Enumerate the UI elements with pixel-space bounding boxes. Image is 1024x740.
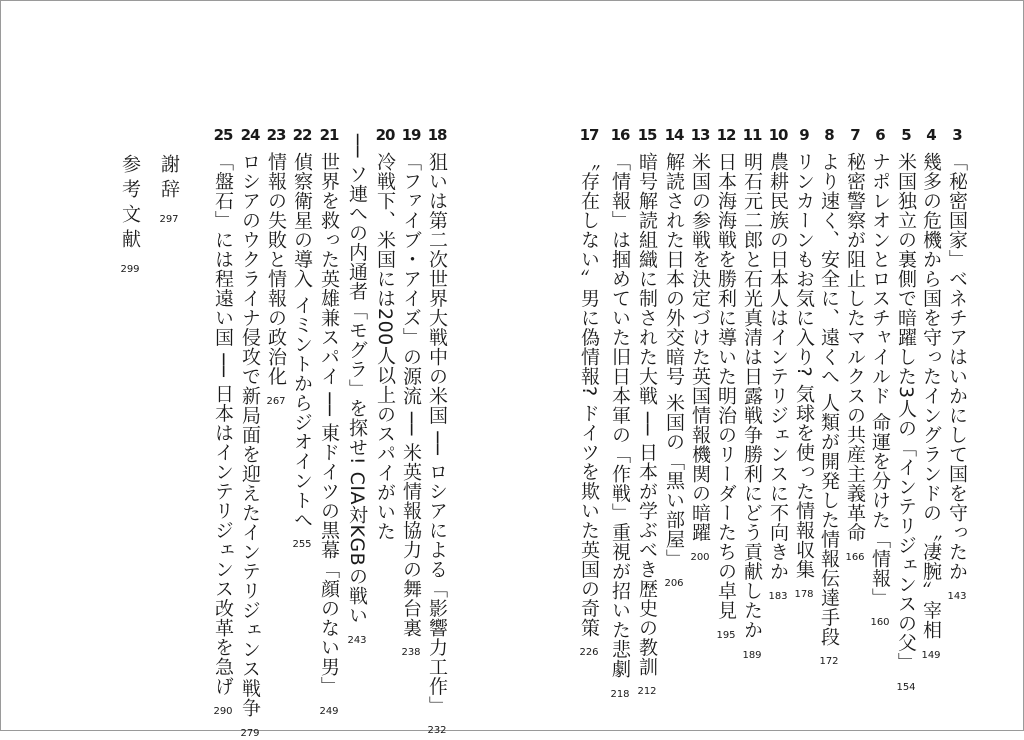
chapter-number: 13	[690, 126, 710, 144]
chapter-number: 23	[266, 126, 286, 144]
page-number: 166	[845, 552, 865, 563]
chapter-number: 4	[926, 126, 936, 144]
chapter-title: ── ソ連への内通者「モグラ」を探せ! CIA対KGBの戦い	[346, 134, 368, 625]
toc-entry-4	[918, 126, 944, 662]
page-number: 238	[401, 647, 421, 659]
chapter-number: 12	[716, 126, 736, 144]
chapter-title: 狙いは第二次世界大戦中の米国 ── ロシアによる「影響力工作」	[426, 152, 448, 716]
chapter-title: 幾多の危機から国を守ったイングランドの〝凄腕〟宰相	[920, 152, 942, 640]
page-number: 290	[213, 705, 233, 717]
page-number: 183	[768, 591, 788, 602]
chapter-number: 3	[952, 126, 962, 144]
toc-entry-16	[607, 126, 633, 701]
page-number: 255	[292, 539, 312, 551]
chapter-number: 7	[850, 126, 860, 144]
chapter-number: 15	[637, 126, 657, 144]
chapter-title: 明石元二郎と石光真清は日露戦争勝利にどう貢献したか	[741, 152, 763, 640]
chapter-number: 22	[292, 126, 312, 144]
page-number: 297	[159, 214, 179, 225]
references-title: 参考文献	[119, 154, 141, 254]
page-number: 189	[742, 649, 762, 661]
page-number: 143	[947, 591, 967, 602]
page-number: 195	[716, 630, 736, 641]
page-number: 206	[664, 578, 684, 590]
chapter-title: 世界を救った英雄兼スパイ ── 東ドイツの黒幕「顔のない男」	[318, 152, 340, 696]
toc-entry-9	[791, 126, 817, 601]
chapter-number: 24	[240, 126, 260, 144]
page-number: 172	[819, 656, 839, 668]
chapter-title: 「盤石」には程遠い国 ── 日本はインテリジェンス改革を急げ	[212, 152, 234, 696]
chapter-title: 「ファイブ・アイズ」の源流 ── 米英情報協力の舞台裏	[400, 152, 422, 638]
chapter-title: 暗号解読組織に制された大戦 ── 日本が学ぶべき歴史の教訓	[636, 152, 658, 677]
toc-entry-3	[944, 126, 970, 603]
toc-entry-24	[237, 126, 263, 740]
page-number: 243	[347, 634, 367, 646]
chapter-title: より速く、安全に、遠くへ 人類が開発した情報伝達手段	[818, 152, 840, 647]
toc-entry-19	[398, 126, 424, 659]
chapter-title: ナポレオンとロスチャイルド 命運を分けた「情報」	[869, 152, 891, 608]
page-number: 279	[240, 727, 260, 739]
toc-entry-20	[372, 126, 398, 551]
page-number: 149	[921, 649, 941, 661]
chapter-title: 情報の失敗と情報の政治化	[265, 152, 287, 386]
chapter-title: 「秘密国家」ベネチアはいかにして国を守ったか	[946, 152, 968, 581]
chapter-title: 〝存在しない〟男に偽情報? ドイツを欺いた英国の奇策	[578, 152, 600, 638]
toc-entry-5	[893, 126, 919, 694]
page-number: 232	[427, 725, 447, 737]
chapter-title: ロシアのウクライナ侵攻で新局面を迎えたインテリジェンス戦争	[239, 152, 261, 718]
chapter-number: 5	[901, 126, 911, 144]
page-number: 160	[870, 617, 890, 629]
chapter-title: 秘密警察が阻止したマルクスの共産主義革命	[844, 152, 866, 542]
chapter-number: 17	[579, 126, 599, 144]
chapter-number: 14	[664, 126, 684, 144]
toc-entry-15	[634, 126, 660, 698]
toc-entry-25	[210, 126, 236, 718]
chapter-number: 18	[427, 126, 447, 144]
chapter-title: 解読された日本の外交暗号 米国の「黒い部屋」	[663, 152, 685, 569]
toc-entry-13	[687, 126, 713, 564]
page-number: 178	[794, 588, 814, 600]
toc-entry-22	[289, 126, 315, 551]
chapter-title: 冷戦下、米国には200人以上のスパイがいた	[374, 152, 396, 541]
chapter-number: 19	[401, 126, 421, 144]
page-number: 299	[120, 264, 140, 275]
chapter-number: 21	[319, 126, 339, 144]
toc-entry-21	[316, 126, 342, 718]
chapter-number: 10	[768, 126, 788, 144]
chapter-number: 11	[742, 126, 762, 144]
toc-references	[117, 126, 143, 276]
page-number: 218	[610, 688, 630, 700]
chapter-number: 25	[213, 126, 233, 144]
toc-acknowledgements	[156, 126, 182, 226]
chapter-title: 「情報」は掴めていた旧日本軍の「作戦」重視が招いた悲劇	[609, 152, 631, 679]
chapter-title: 偵察衛星の導入 イミントからジオイントへ	[291, 152, 313, 530]
toc-entry-12	[713, 126, 739, 642]
chapter-number: 9	[799, 126, 809, 144]
toc-entry-14	[661, 126, 687, 590]
page-number: 267	[266, 396, 286, 407]
chapter-number: 6	[875, 126, 885, 144]
toc-entry-18-continued	[424, 126, 450, 737]
page-number: 200	[690, 552, 710, 563]
toc-entry-7	[842, 126, 868, 564]
chapter-title: 日本海海戦を勝利に導いた明治のリーダーたちの卓見	[715, 152, 737, 620]
toc-entry-8	[816, 126, 842, 668]
toc-entry-20-subtitle	[344, 126, 370, 647]
page-number: 154	[896, 681, 916, 693]
page-number: 249	[319, 705, 339, 717]
toc-entry-23	[263, 126, 289, 408]
chapter-title: 米国の参戦を決定づけた英国情報機関の暗躍	[689, 152, 711, 542]
toc-entry-11	[739, 126, 765, 662]
page-number: 212	[637, 686, 657, 698]
chapter-number: 20	[375, 126, 395, 144]
toc-entry-6	[867, 126, 893, 629]
chapter-title: 農耕民族の日本人はインテリジェンスに不向きか	[767, 152, 789, 581]
page-number: 226	[579, 647, 599, 659]
chapter-number: 16	[610, 126, 630, 144]
acknowledgements-title: 謝辞	[158, 154, 180, 204]
chapter-title: 米国独立の裏側で暗躍した3人の「インテリジェンスの父」	[895, 152, 917, 672]
toc-entry-10	[765, 126, 791, 603]
toc-entry-17	[576, 126, 602, 659]
chapter-number: 8	[824, 126, 834, 144]
chapter-title: リンカーンもお気に入り? 気球を使った情報収集	[793, 152, 815, 579]
